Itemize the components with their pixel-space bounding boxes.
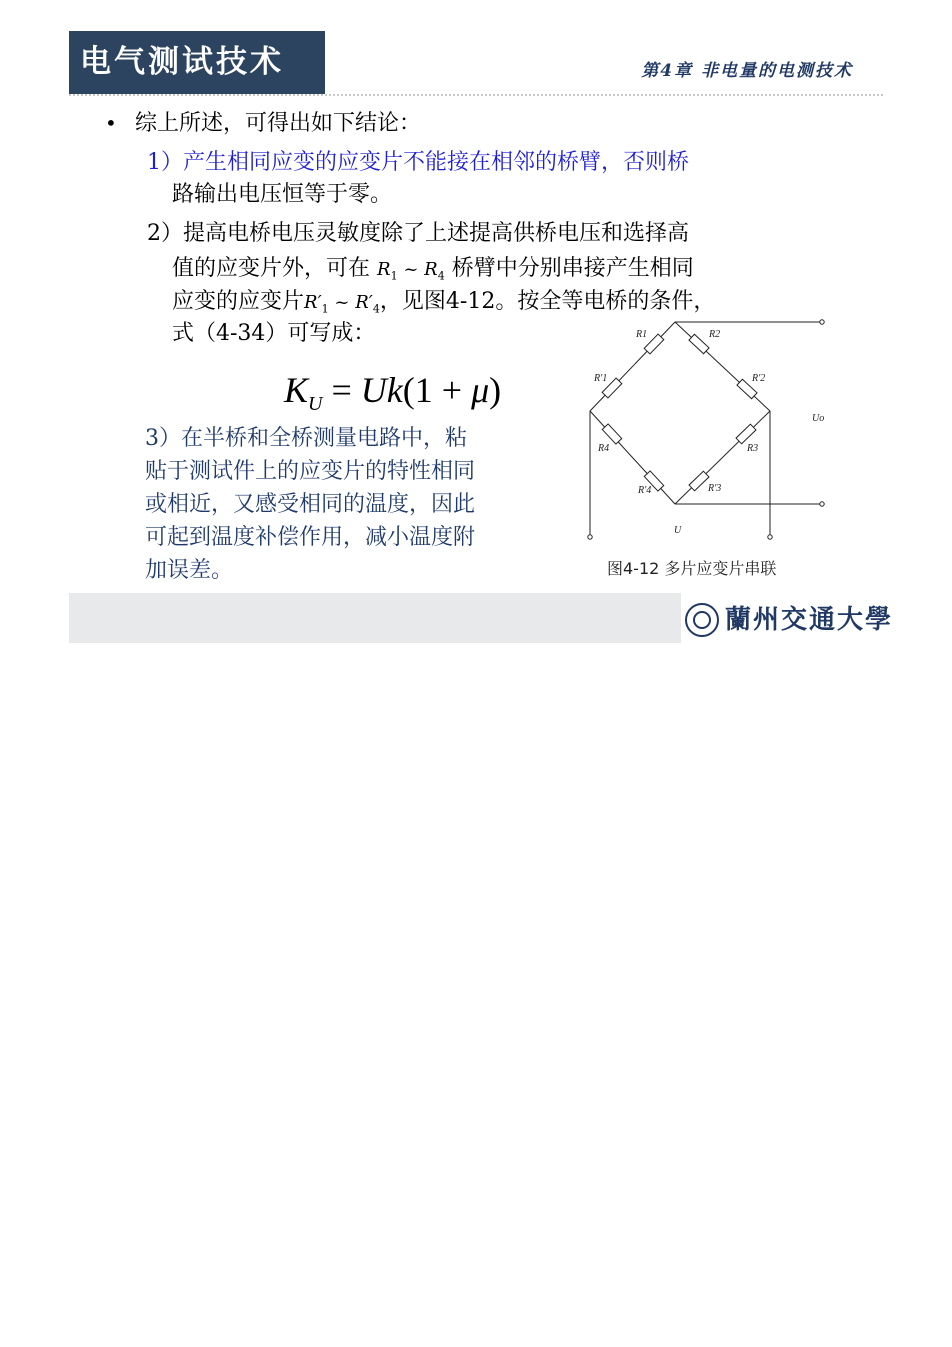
bullet-icon: • [105, 111, 117, 135]
label-u: U [674, 525, 682, 536]
r1-r4-math: $R_1$ ~ $R_4$ [377, 259, 445, 283]
formula-ku: $K_U = Uk(1 + \mu)$ [284, 370, 502, 416]
label-r2: R2 [709, 329, 721, 340]
label-r3: R3 [747, 443, 759, 454]
point2-line2-b: 桥臂中分别串接产生相同 [451, 256, 694, 281]
bridge-circuit-diagram [582, 309, 832, 545]
intro-text: 综上所述，可得出如下结论： [135, 111, 422, 136]
label-r1: R1 [636, 329, 648, 340]
label-uo: Uo [812, 413, 825, 424]
chapter-title: 第4章 非电量的电测技术 [641, 61, 853, 81]
label-r1-prime: R′1 [594, 373, 608, 384]
point2-line1: 2）提高电桥电压灵敏度除了上述提高供桥电压和选择高 [147, 221, 689, 246]
point3-line4: 可起到温度补偿作用，减小温度附 [145, 525, 476, 550]
university-logo-icon [685, 603, 719, 637]
slide [69, 31, 894, 643]
footer-bar [69, 593, 681, 643]
point3-line2: 贴于测试件上的应变片的特性相同 [145, 459, 476, 484]
point3-line1: 3）在半桥和全桥测量电路中，粘 [145, 426, 467, 451]
label-r4-prime: R′4 [638, 485, 652, 496]
point2-line3-a: 应变的应变片 [172, 289, 305, 314]
figure-caption: 图4-12 多片应变片串联 [607, 559, 777, 578]
point2-line3-b: ，见图4-12。按全等电桥的条件， [379, 289, 716, 314]
label-r4: R4 [598, 443, 610, 454]
point3-line5: 加误差。 [145, 558, 234, 583]
point2-line4: 式（4-34）可写成： [172, 321, 376, 346]
header-divider [69, 94, 883, 96]
label-r3-prime: R′3 [708, 483, 722, 494]
university-name: 蘭州交通大學 [725, 605, 894, 635]
point1-line2: 路输出电压恒等于零。 [172, 182, 393, 207]
label-r2-prime: R′2 [752, 373, 766, 384]
point3-line3: 或相近，又感受相同的温度，因此 [145, 492, 476, 517]
point1-line1: 1）产生相同应变的应变片不能接在相邻的桥臂，否则桥 [147, 150, 689, 175]
point2-line2-a: 值的应变片外，可在 [172, 256, 371, 281]
r1p-r4p-math: $R'_1$ ~ $R'_4$ [304, 292, 380, 316]
course-title: 电气测试技术 [69, 31, 325, 94]
